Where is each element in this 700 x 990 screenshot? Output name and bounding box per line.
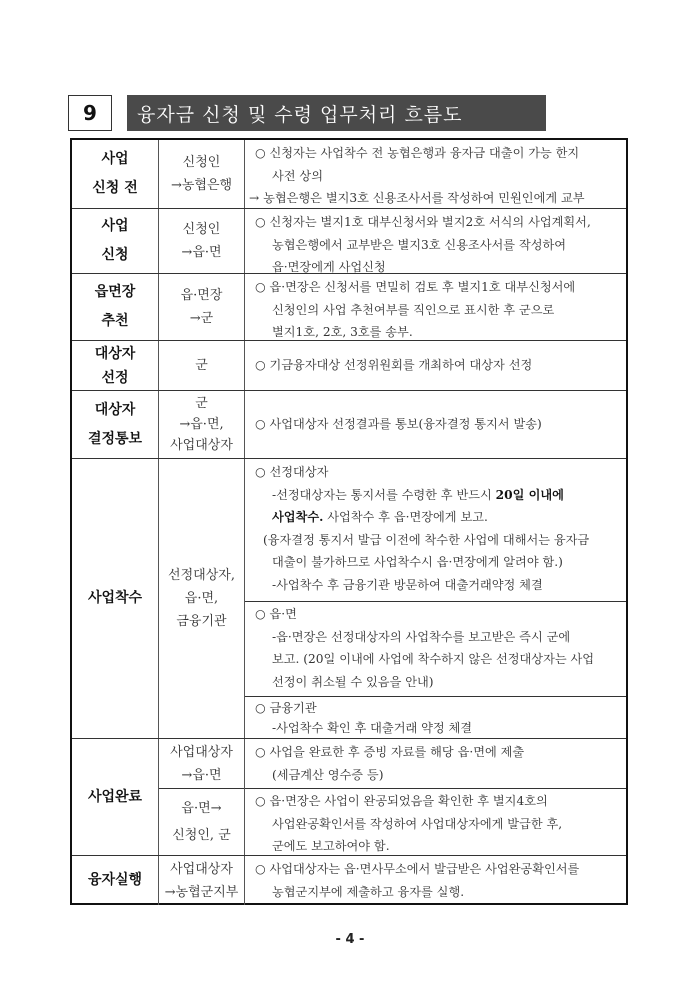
content-cell	[245, 856, 626, 905]
actor-label: →읍·면,	[179, 417, 224, 432]
content-cell	[245, 274, 626, 340]
content-section-town	[245, 601, 626, 696]
content-line: 농협은행에서 교부받은 별지3호 신용조사서를 작성하여	[272, 237, 567, 252]
content-line: ○ 기금융자대상 선정위원회를 개최하여 대상자 선정	[255, 358, 533, 373]
content-line: 보고. (20일 이내에 사업에 착수하지 않은 선정대상자는 사업	[272, 652, 595, 666]
table-row-recommendation	[72, 274, 626, 341]
section-title: 융자금 신청 및 수령 업무처리 흐름도	[127, 95, 546, 131]
stage-cell	[72, 856, 159, 905]
table-row-application	[72, 209, 626, 274]
content-section-financial-institution	[245, 696, 626, 739]
stage-label: 사업완료	[87, 788, 143, 805]
content-line: ○ 사업을 완료한 후 증빙 자료를 해당 읍·면에 제출	[255, 745, 525, 759]
stage-cell	[72, 459, 159, 738]
actor-label: →읍·면	[181, 767, 222, 783]
actor-cell	[159, 391, 245, 458]
table-row-loan-execution	[72, 856, 626, 905]
content-cell	[245, 140, 626, 208]
actor-label: 신청인	[182, 155, 221, 170]
stage-label: 추천	[101, 313, 129, 329]
actor-label: 신청인, 군	[172, 827, 231, 843]
table-row-notification	[72, 391, 626, 459]
stage-cell	[72, 140, 159, 208]
content-line: (융자결정 통지서 발급 이전에 착수한 사업에 대해서는 융자금	[263, 532, 590, 547]
content-line: (세금계산 영수증 등)	[272, 767, 384, 782]
content-line: 농협군지부에 제출하고 융자를 실행.	[272, 884, 465, 899]
stage-cell	[72, 739, 159, 855]
actor-cell	[159, 341, 245, 390]
emphasis-text: 사업착수.	[272, 510, 324, 524]
table-row-project-start	[72, 459, 626, 739]
section-heading: ○ 선정대상자	[255, 465, 329, 479]
actor-label: →읍·면	[181, 245, 222, 260]
table-row-selection	[72, 341, 626, 391]
content-line: 선정이 취소될 수 있음을 안내)	[272, 674, 434, 689]
stage-label: 대상자	[94, 401, 136, 418]
actor-cell	[159, 459, 245, 738]
content-section-selected-party	[245, 459, 626, 601]
content-line: → 농협은행은 별지3호 신용조사서를 작성하여 민원인에게 교부	[249, 191, 585, 205]
actor-label: 군	[195, 358, 208, 373]
stage-label: 신청 전	[92, 180, 138, 196]
stage-label: 신청	[101, 247, 129, 263]
emphasis-text: 20일 이내에	[495, 487, 564, 502]
table-row-pre-application	[72, 140, 626, 209]
content-line: ○ 사업대상자 선정결과를 통보(융자결정 통지서 발송)	[255, 417, 542, 432]
stage-label: 사업	[101, 218, 129, 234]
actor-label: →농협군지부	[164, 884, 239, 900]
content-line: -사업착수 후 금융기관 방문하여 대출거래약정 체결	[272, 577, 543, 592]
content-cell	[245, 739, 626, 788]
actor-label: 사업대상자	[170, 861, 233, 877]
actor-cell	[159, 140, 245, 208]
content-line: -읍·면장은 선정대상자의 사업착수를 보고받은 즉시 군에	[272, 629, 571, 644]
actor-label: 읍·면장	[180, 288, 223, 303]
stage-cell	[72, 391, 159, 458]
actor-label: 금융기관	[176, 614, 227, 629]
content-cell	[245, 209, 626, 273]
content-line: ○ 읍·면장은 사업이 완공되었음을 확인한 후 별지4호의	[255, 794, 548, 808]
section-heading: ○ 읍·면	[255, 607, 297, 621]
actor-cell	[159, 209, 245, 273]
stage-label: 사업	[101, 151, 129, 167]
actor-label: 군	[195, 396, 208, 411]
content-line: ○ 사업대상자는 읍·면사무소에서 발급받은 사업완공확인서를	[255, 862, 580, 876]
content-line	[255, 506, 620, 529]
content-line: 군에도 보고하여야 함.	[272, 839, 390, 853]
content-line	[255, 484, 620, 507]
actor-label: 사업대상자	[170, 744, 233, 760]
content-line: ○ 신청자는 별지1호 대부신청서와 별지2호 서식의 사업계획서,	[255, 215, 591, 229]
content-line: 신청인의 사업 추천여부를 직인으로 표시한 후 군으로	[272, 302, 555, 317]
actor-label: 신청인	[182, 222, 221, 237]
stage-cell	[72, 274, 159, 340]
content-line: ○ 읍·면장은 신청서를 면밀히 검토 후 별지1호 대부신청서에	[255, 280, 576, 294]
content-cell	[245, 788, 626, 855]
content-line: 별지1호, 2호, 3호를 송부.	[272, 325, 413, 339]
stage-label: 융자실행	[87, 872, 143, 888]
actor-cell	[159, 739, 245, 788]
content-cell	[245, 341, 626, 390]
text-span: 사업착수 후 읍·면장에게 보고.	[323, 510, 488, 524]
section-heading: ○ 금융기관	[255, 701, 317, 715]
stage-cell	[72, 341, 159, 390]
actor-label: →농협은행	[170, 178, 233, 193]
actor-label: →군	[189, 311, 214, 326]
actor-label: 선정대상자,	[168, 568, 235, 583]
page-number: - 4 -	[335, 932, 365, 947]
stage-label: 선정	[101, 369, 129, 386]
content-cell	[245, 391, 626, 458]
stage-label: 대상자	[94, 345, 136, 362]
content-line: 사전 상의	[272, 168, 323, 183]
actor-cell	[159, 274, 245, 340]
content-line: 읍·면장에게 사업신청	[272, 260, 386, 274]
actor-label: 읍·면→	[181, 800, 222, 816]
content-line: 대출이 불가하므로 사업착수시 읍·면장에게 알려야 함.)	[272, 555, 563, 569]
process-flow-table	[70, 138, 628, 905]
stage-label: 사업착수	[87, 590, 143, 606]
content-line: 사업완공확인서를 작성하여 사업대상자에게 발급한 후,	[272, 816, 563, 831]
table-row-completion	[72, 739, 626, 856]
stage-label: 읍면장	[94, 284, 136, 300]
content-line: -사업착수 확인 후 대출거래 약정 체결	[272, 721, 473, 735]
stage-label: 결정통보	[87, 430, 143, 447]
actor-label: 사업대상자	[170, 438, 233, 453]
content-line: ○ 신청자는 사업착수 전 농협은행과 융자금 대출이 가능 한지	[255, 146, 580, 160]
stage-cell	[72, 209, 159, 273]
text-span: -선정대상자는 통지서를 수령한 후 반드시	[272, 487, 496, 502]
actor-label: 읍·면,	[184, 591, 219, 606]
section-number: 9	[68, 95, 112, 131]
actor-cell	[159, 856, 245, 905]
actor-cell	[159, 788, 245, 855]
